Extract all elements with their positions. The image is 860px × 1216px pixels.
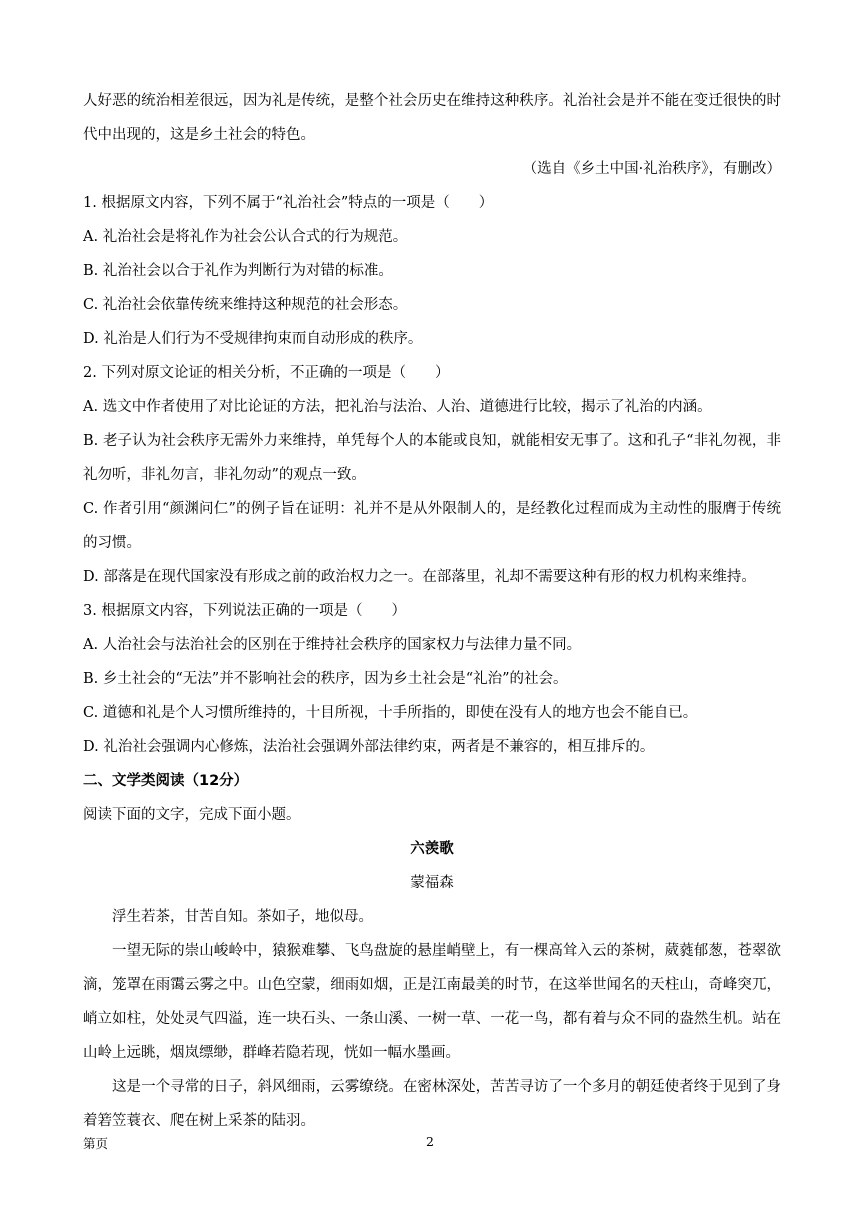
question-2-stem: 2. 下列对原文论证的相关分析，不正确的一项是（ ） — [83, 365, 450, 381]
question-1-option-d: D. 礼治是人们行为不受规律拘束而自动形成的秩序。 — [83, 331, 423, 347]
question-3-option-a: A. 人治社会与法治社会的区别在于维持社会秩序的国家权力与法律力量不同。 — [83, 637, 582, 653]
question-3-option-b: B. 乡土社会的“无法”并不影响社会的秩序，因为乡土社会是“礼治”的社会。 — [83, 671, 568, 687]
question-3-option-d: D. 礼治社会强调内心修炼，法治社会强调外部法律约束，两者是不兼容的，相互排斥的。 — [83, 739, 655, 755]
reading-instruction: 阅读下面的文字，完成下面小题。 — [83, 807, 301, 823]
question-2-option-a: A. 选文中作者使用了对比论证的方法，把礼治与法治、人治、道德进行比较，揭示了礼治的内涵。 — [83, 399, 712, 415]
footer-page-label: 第页 — [83, 1136, 109, 1151]
story-paragraph-1: 浮生若茶，甘苦自知。茶如子，地似母。 — [112, 909, 373, 925]
story-author: 蒙福森 — [410, 875, 454, 891]
question-2-option-b: B. 老子认为社会秩序无需外力来维持，单凭每个人的本能或良知，就能相安无事了。这和孔子“非礼勿视，非礼勿听，非礼勿言，非礼勿动”的观点一致。 — [83, 433, 781, 483]
story-paragraph-2: 一望无际的崇山峻岭中，猿猴难攀、飞鸟盘旋的悬崖峭壁上，有一棵高耸入云的茶树，葳蕤郁葱，苍翠欲滴，笼罩在雨霭云雾之中。山色空蒙，细雨如烟，正是江南最美的时节，在这举世闻名的天柱山，奇峰突兀，峭立如柱，处处灵气四溢，连一块石头、一条山溪、一树一草、一花一鸟，都有着与众不同的盎然生机。站在山岭上远眺，烟岚缥缈，群峰若隐若现，恍如一幅水墨画。 — [83, 943, 781, 1061]
question-3-option-c: C. 道德和礼是个人习惯所维持的，十目所视，十手所指的，即使在没有人的地方也会不能自已。 — [83, 705, 698, 721]
passage-ending: 人好恶的统治相差很远，因为礼是传统，是整个社会历史在维持这种秩序。礼治社会是并不能在变迁很快的时代中出现的，这是乡土社会的特色。 — [83, 93, 781, 143]
story-title: 六羡歌 — [410, 840, 454, 857]
source-citation: （选自《乡土中国·礼治秩序》，有删改） — [522, 161, 781, 177]
footer-page-number: 2 — [426, 1134, 434, 1149]
question-2-option-d: D. 部落是在现代国家没有形成之前的政治权力之一。在部落里，礼却不需要这种有形的权力机构来维持。 — [83, 569, 756, 585]
question-1-stem: 1. 根据原文内容，下列不属于“礼治社会”特点的一项是（ ） — [83, 195, 494, 211]
question-2-option-c: C. 作者引用“颜渊问仁”的例子旨在证明：礼并不是从外限制人的，是经教化过程而成为主动性的服膺于传统的习惯。 — [83, 501, 781, 551]
story-paragraph-3: 这是一个寻常的日子，斜风细雨，云雾缭绕。在密林深处，苦苦寻访了一个多月的朝廷使者终于见到了身着箬笠蓑衣、爬在树上采茶的陆羽。 — [83, 1079, 781, 1129]
question-1-option-c: C. 礼治社会依靠传统来维持这种规范的社会形态。 — [83, 297, 408, 313]
section-heading: 二、文学类阅读（12分） — [83, 773, 249, 789]
question-1-option-a: A. 礼治社会是将礼作为社会公认合式的行为规范。 — [83, 229, 408, 245]
question-3-stem: 3. 根据原文内容，下列说法正确的一项是（ ） — [83, 603, 406, 619]
page-content — [83, 84, 781, 1138]
question-1-option-b: B. 礼治社会以合于礼作为判断行为对错的标准。 — [83, 263, 393, 279]
